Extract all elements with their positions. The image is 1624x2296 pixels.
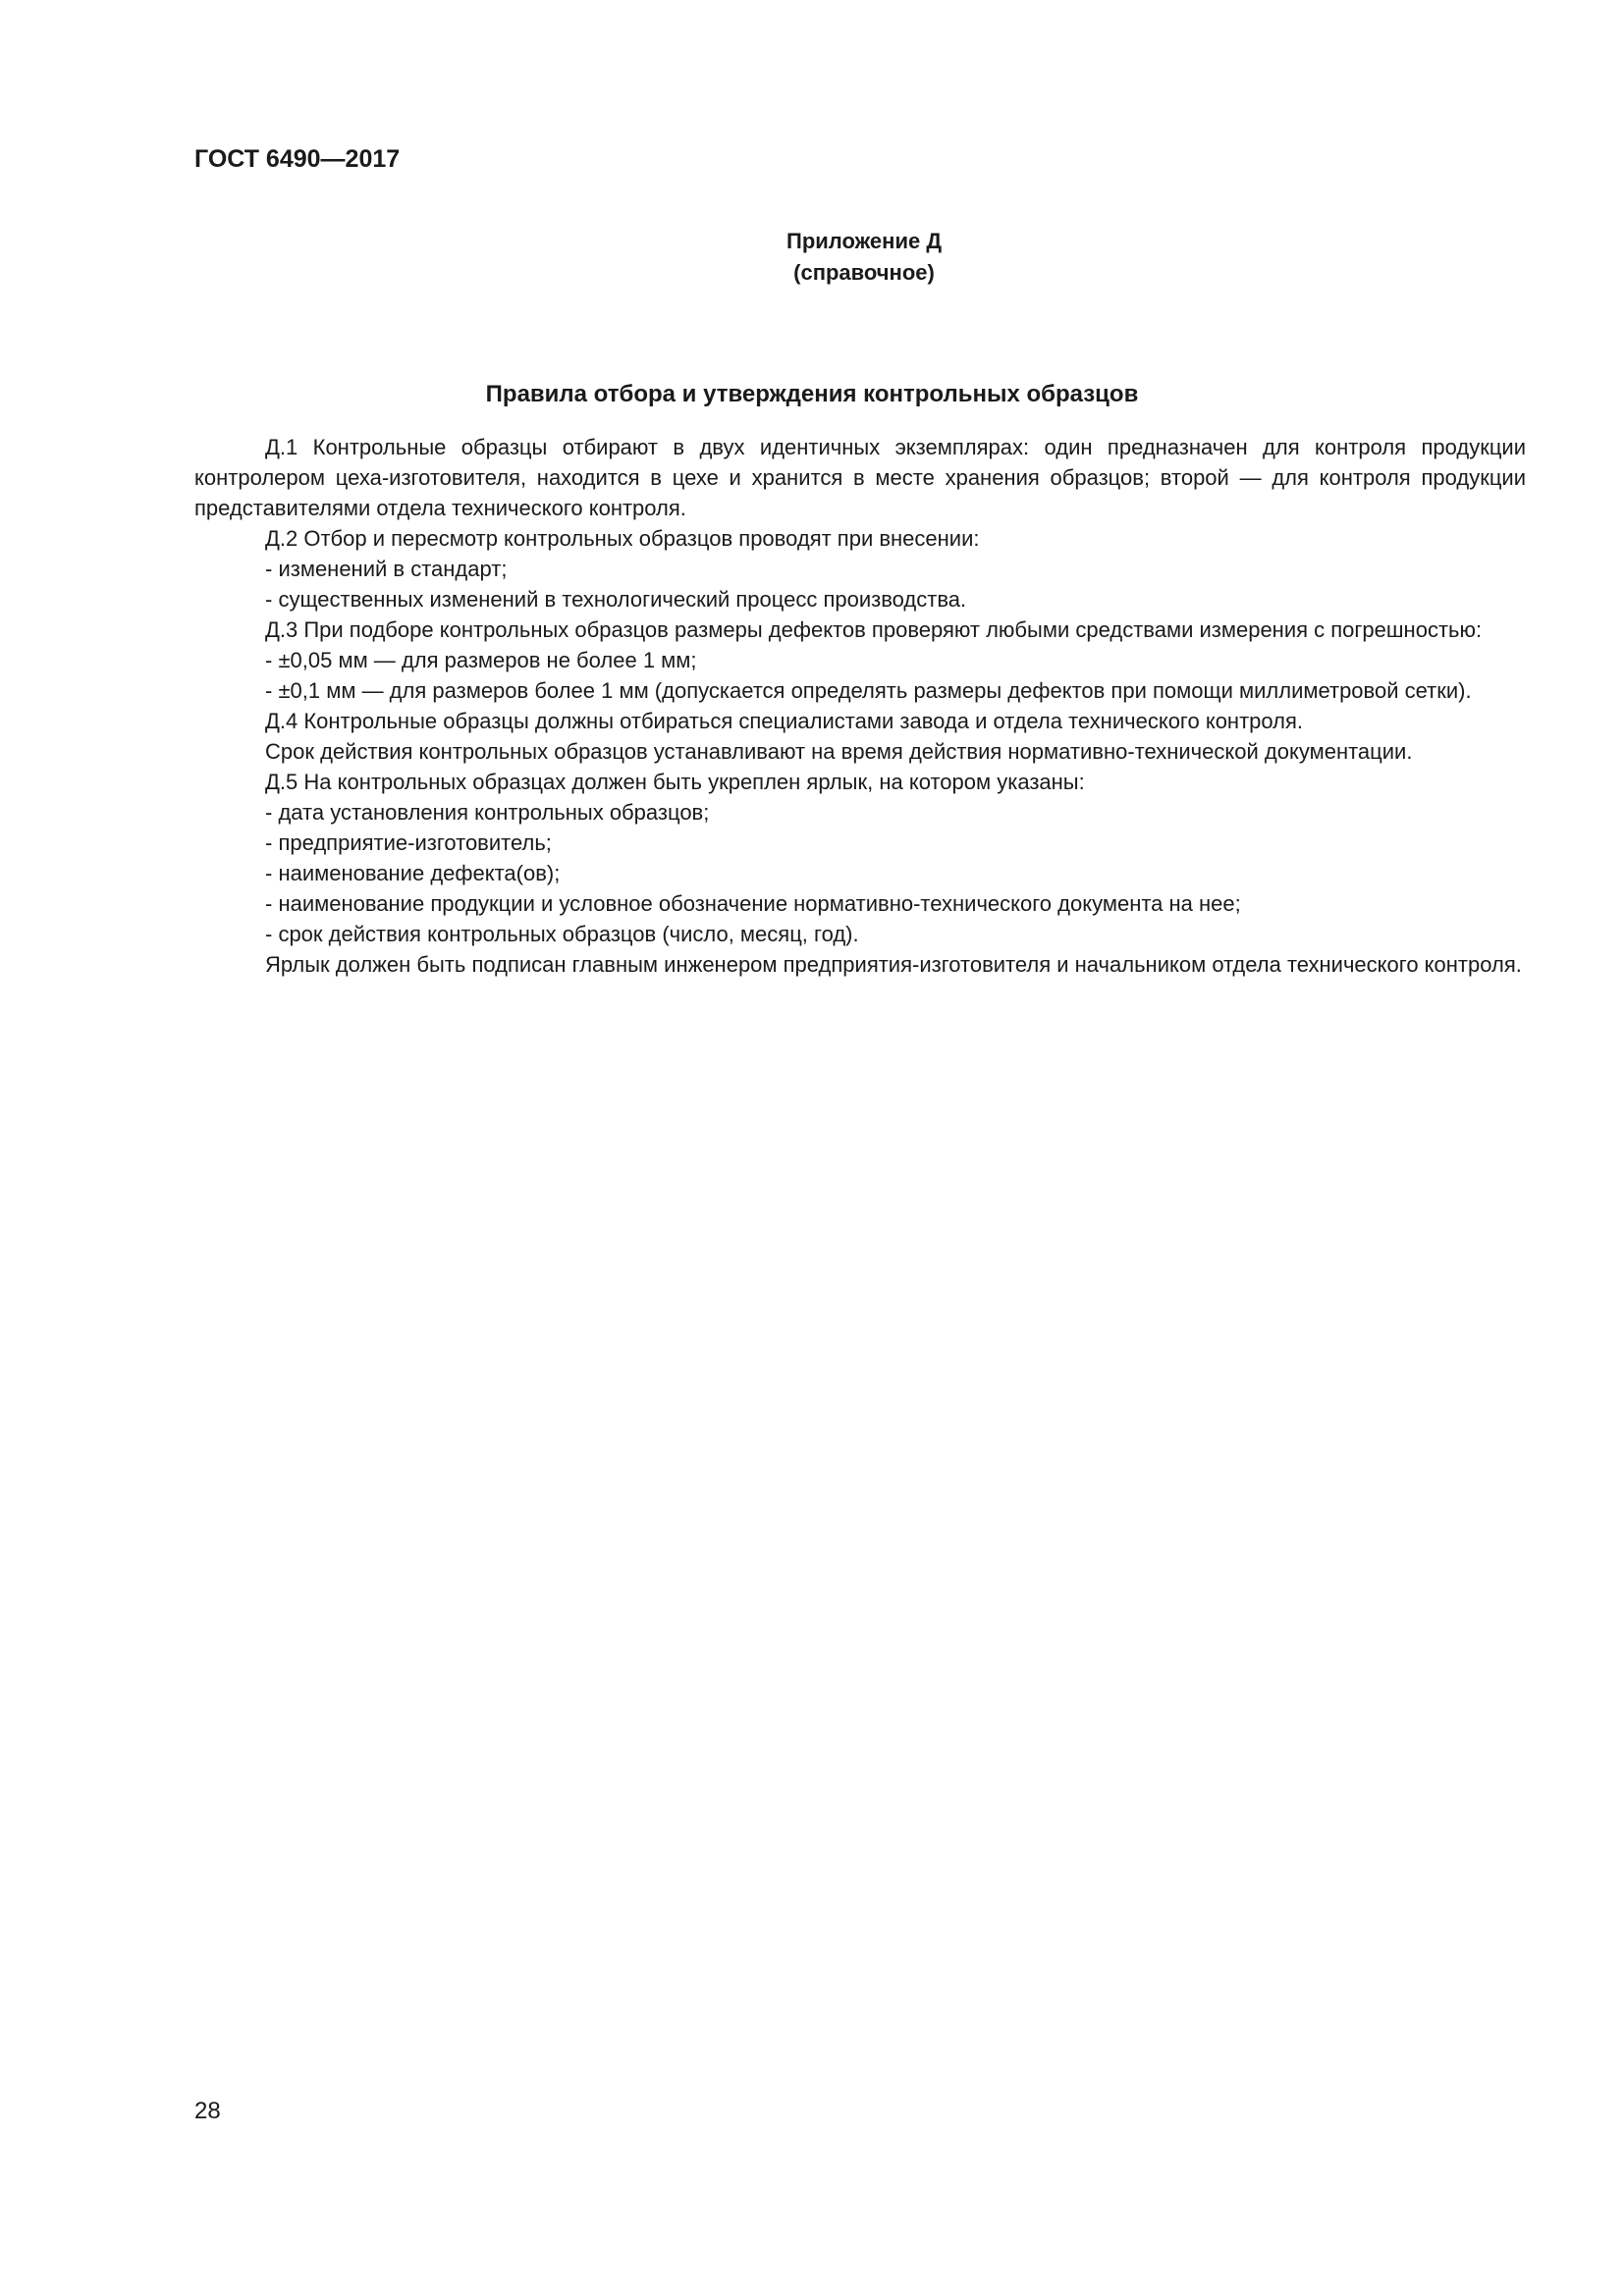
- annex-title: Приложение Д: [786, 229, 942, 253]
- document-body: [194, 432, 1526, 980]
- paragraph-d2: Д.2 Отбор и пересмотр контрольных образцов проводят при внесении:: [265, 526, 980, 551]
- paragraph-d1: Д.1 Контрольные образцы отбирают в двух идентичных экземплярах: один предназначен для контроля продукции контролером цеха-изготовителя, находится в цехе и хранится в месте хранения образцов; второй — для контроля продукции представителями отдела технического контроля.: [194, 435, 1526, 520]
- list-item: - ±0,1 мм — для размеров более 1 мм (допускается определять размеры дефектов при помощи миллиметровой сетки).: [265, 678, 1472, 703]
- list-item: - срок действия контрольных образцов (число, месяц, год).: [265, 922, 859, 946]
- paragraph-d3: Д.3 При подборе контрольных образцов размеры дефектов проверяют любыми средствами измерения с погрешностью:: [265, 617, 1483, 642]
- document-code: ГОСТ 6490—2017: [194, 145, 401, 173]
- list-item: - ±0,05 мм — для размеров не более 1 мм;: [265, 648, 697, 672]
- list-item: - существенных изменений в технологический процесс производства.: [265, 587, 967, 612]
- list-item: - дата установления контрольных образцов;: [265, 800, 710, 825]
- page-number: 28: [194, 2098, 221, 2124]
- paragraph-d5: Д.5 На контрольных образцах должен быть укреплен ярлык, на котором указаны:: [265, 770, 1085, 794]
- list-item: - предприятие-изготовитель;: [265, 830, 552, 855]
- paragraph-d5-signature: Ярлык должен быть подписан главным инженером предприятия-изготовителя и начальником отдела технического контроля.: [265, 952, 1522, 977]
- annex-type: (справочное): [793, 260, 935, 285]
- list-item: - наименование продукции и условное обозначение нормативно-технического документа на нее;: [265, 891, 1241, 916]
- section-title: Правила отбора и утверждения контрольных образцов: [485, 381, 1139, 407]
- paragraph-d4: Д.4 Контрольные образцы должны отбираться специалистами завода и отдела технического контроля.: [265, 709, 1303, 733]
- paragraph-d4-validity: Срок действия контрольных образцов устанавливают на время действия нормативно-технической документации.: [265, 739, 1413, 764]
- list-item: - наименование дефекта(ов);: [265, 861, 561, 885]
- annex-heading: [766, 226, 962, 289]
- list-item: - изменений в стандарт;: [265, 557, 508, 581]
